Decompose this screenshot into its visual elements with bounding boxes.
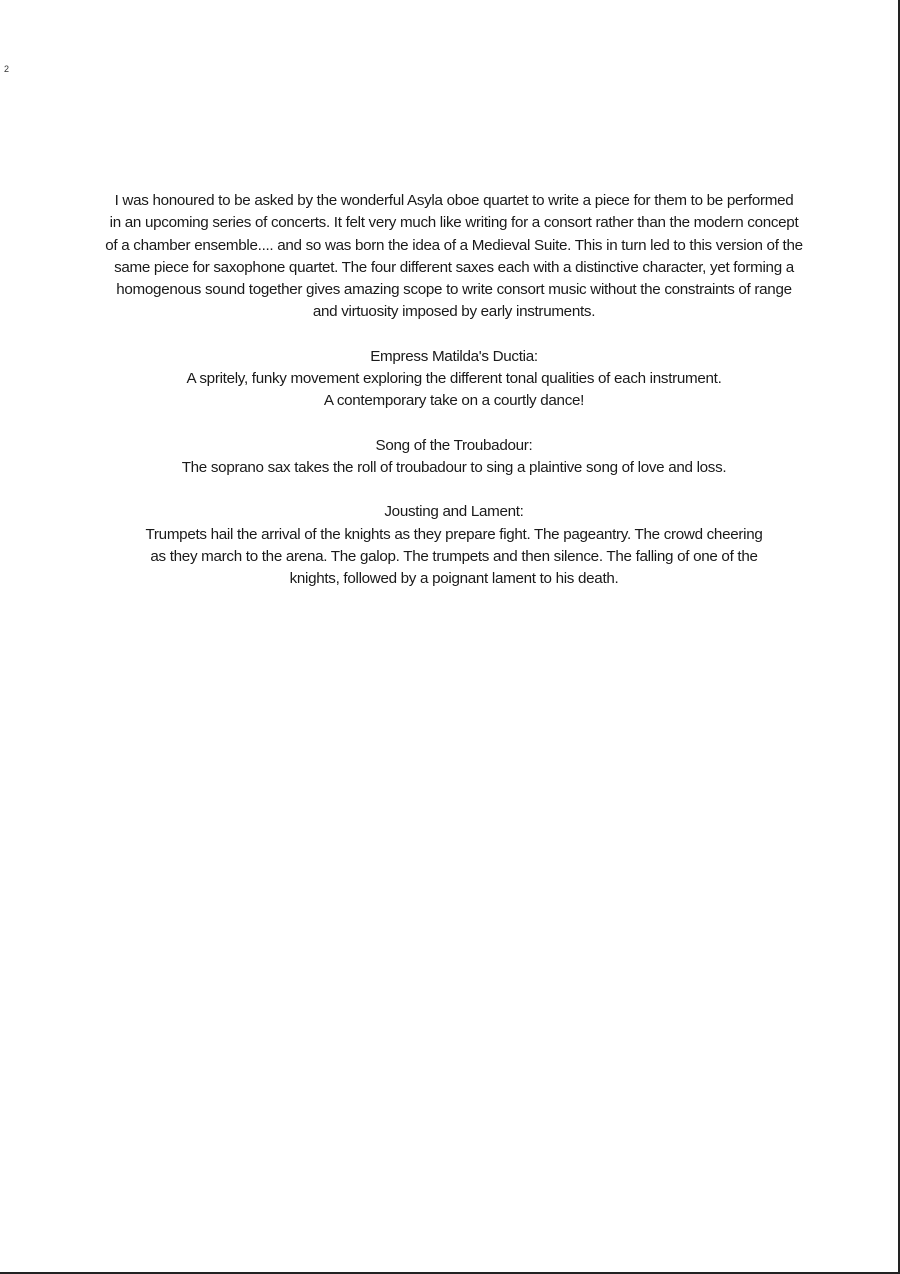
movement-title: Empress Matilda's Ductia: (370, 347, 538, 365)
intro-line: I was honoured to be asked by the wonderful Asyla oboe quartet to write a piece for them to be performed (114, 192, 794, 209)
program-notes (50, 190, 858, 590)
intro-line: homogenous sound together gives amazing scope to write consort music without the constraints of range (116, 281, 792, 299)
movement-jousting-and-lament (50, 501, 858, 590)
intro-line: same piece for saxophone quartet. The four different saxes each with a distinctive character, yet forming a (114, 258, 794, 276)
movement-description (50, 368, 858, 413)
movement-line: A contemporary take on a courtly dance! (323, 392, 585, 410)
intro-line: in an upcoming series of concerts. It felt very much like writing for a consort rather than the modern concept (109, 214, 799, 232)
movement-line: knights, followed by a poignant lament to his death. (289, 570, 619, 588)
page-number: 2 (4, 64, 10, 74)
movement-line: The soprano sax takes the roll of troubadour to sing a plaintive song of love and loss. (181, 458, 727, 476)
intro-paragraph (50, 190, 858, 324)
movement-description (50, 457, 858, 479)
intro-line: and virtuosity imposed by early instruments. (312, 303, 596, 321)
movement-line: A spritely, funky movement exploring the different tonal qualities of each instrument. (186, 370, 722, 388)
movement-song-of-the-troubadour (50, 435, 858, 480)
intro-line: of a chamber ensemble.... and so was born the idea of a Medieval Suite. This in turn led to this version of the (105, 236, 803, 254)
movement-description (50, 524, 858, 591)
movement-line: Trumpets hail the arrival of the knights as they prepare fight. The pageantry. The crowd cheering (145, 525, 763, 543)
movement-title: Song of the Troubadour: (375, 436, 533, 454)
movement-title: Jousting and Lament: (384, 503, 524, 521)
movement-empress-matilda (50, 346, 858, 413)
movement-line: as they march to the arena. The galop. The trumpets and then silence. The falling of one of the (150, 547, 758, 565)
